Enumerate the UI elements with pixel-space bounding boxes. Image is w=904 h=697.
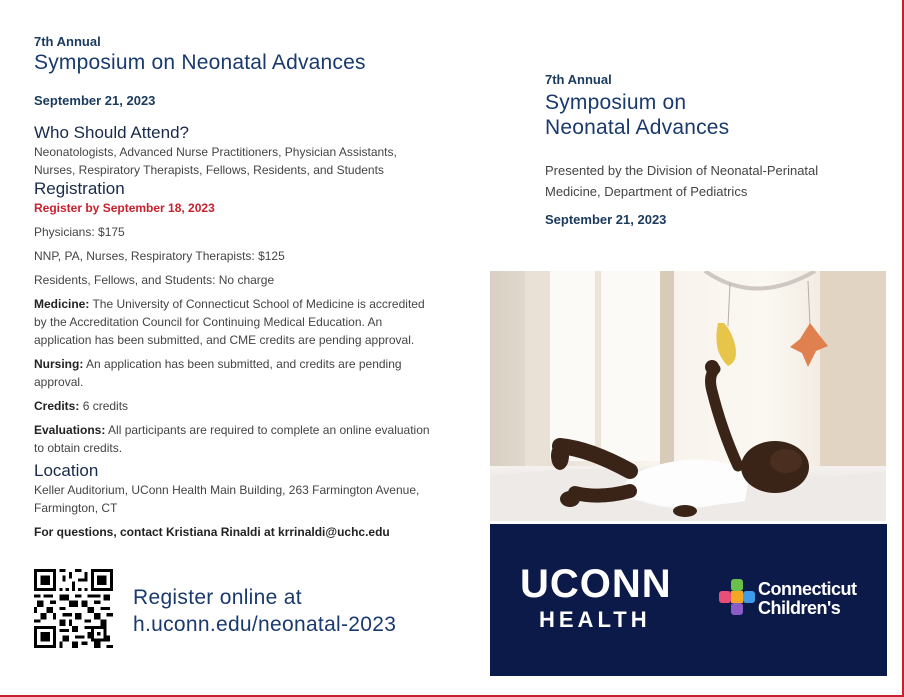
register-by: Register by September 18, 2023 (34, 201, 215, 215)
presented-by (545, 160, 865, 202)
left-title: Symposium on Neonatal Advances (34, 51, 366, 74)
connecticut-childrens-icon (718, 577, 758, 617)
evaluations-label: Evaluations: (34, 423, 106, 437)
cc-line1: Connecticut (758, 579, 857, 599)
nursing-paragraph (34, 355, 434, 391)
register-online-link[interactable] (133, 584, 396, 638)
presented-line1: Presented by the Division of Neonatal-Perinatal (545, 163, 819, 178)
location-text: Keller Auditorium, UConn Health Main Building, 263 Farmington Avenue, Farmington, CT (34, 483, 420, 515)
cc-line2: Children's (758, 598, 841, 618)
medicine-text: The University of Connecticut School of Medicine is accredited by the Accreditation Council for Continuing Medical Education. An application has been submitted, and CME credits are pending approval. (34, 297, 425, 347)
location-heading: Location (34, 461, 99, 480)
nursing-text: An application has been submitted, and credits are pending approval. (34, 357, 402, 389)
baby-photo (490, 271, 886, 521)
register-online-url[interactable]: h.uconn.edu/neonatal-2023 (133, 613, 397, 636)
left-annual: 7th Annual (34, 34, 101, 49)
medicine-paragraph (34, 295, 434, 349)
uconn-logo-text: UCONN (520, 562, 672, 606)
questions-contact: For questions, contact Kristiana Rinaldi at krrinaldi@uchc.edu (34, 525, 390, 539)
evaluations-text: All participants are required to complete an online evaluation to obtain credits. (34, 423, 430, 455)
left-date: September 21, 2023 (34, 93, 156, 108)
connecticut-childrens-logo-text (758, 580, 857, 618)
right-title-line2: Neonatal Advances (545, 116, 730, 139)
left-panel (34, 34, 434, 541)
registration-heading: Registration (34, 179, 125, 198)
credits-paragraph (34, 397, 434, 415)
credits-label: Credits: (34, 399, 80, 413)
health-logo-text: HEALTH (539, 607, 651, 632)
credits-text: 6 credits (82, 399, 129, 413)
evaluations-paragraph (34, 421, 434, 457)
right-date: September 21, 2023 (545, 212, 667, 227)
nursing-label: Nursing: (34, 357, 84, 371)
fee-residents: Residents, Fellows, and Students: No charge (34, 273, 275, 287)
who-heading: Who Should Attend? (34, 123, 190, 142)
right-title (545, 90, 865, 140)
medicine-label: Medicine: (34, 297, 90, 311)
register-online-line1: Register online at (133, 586, 302, 609)
presented-line2: Medicine, Department of Pediatrics (545, 184, 748, 199)
fee-nnp: NNP, PA, Nurses, Respiratory Therapists: $125 (34, 249, 285, 263)
who-text: Neonatologists, Advanced Nurse Practitioners, Physician Assistants, Nurses, Respiratory Therapists, Fellows, Residents, and Students (34, 145, 397, 177)
right-annual: 7th Annual (545, 72, 612, 87)
right-panel (545, 72, 865, 228)
fee-physicians: Physicians: $175 (34, 225, 125, 239)
qr-code-icon[interactable] (34, 569, 113, 648)
logo-block (490, 524, 887, 676)
right-title-line1: Symposium on (545, 91, 687, 114)
